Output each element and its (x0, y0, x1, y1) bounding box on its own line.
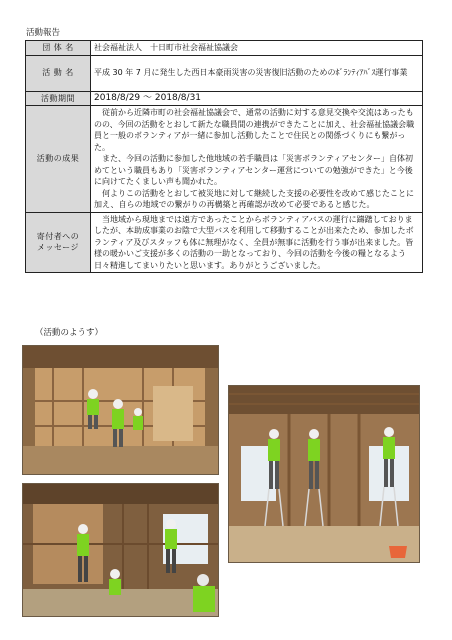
message-value (91, 212, 423, 273)
photo-volunteers-shelving-room (22, 345, 219, 475)
results-paragraph: また、今回の活動に参加した他地域の若手職員は「災害ボランティアセンター」自体初めてという職員もあり「災害ボランティアセンター運営についての勉強ができた」と今後に向けてたくましい声も聞かれた。 (94, 154, 413, 186)
row-organization (26, 41, 423, 56)
activity-period-label: 活動期間 (26, 91, 91, 106)
results-paragraph: 従前から近隣市町の社会福祉協議会で、通常の活動に対する意見交換や交流はあったものの、今回の活動をとおして新たな職員間の連携ができたことに加え、社会福祉協議会職員と一般のボランティアが一緒に参加し活動したことで住民との関係づくりにも繋がった。 (94, 108, 415, 152)
activity-period-value: 2018/8/29 ～ 2018/8/31 (91, 91, 423, 106)
photo-volunteers-on-ladders (228, 385, 420, 563)
document-title: 活動報告 (26, 28, 61, 38)
row-results (26, 106, 423, 213)
organization-label: 団 体 名 (26, 41, 91, 56)
row-activity-name (26, 55, 423, 91)
results-paragraph: 何よりこの活動をとおして被災地に対して継続した支援の必要性を改めて感じたことに加え、自らの地域での繋がりの再構築と再確認が改めて必要であると感じた。 (94, 188, 414, 209)
activity-name-value: 平成 30 年 7 月に発生した西日本豪雨災害の災害復旧活動のためのﾎﾞﾗﾝﾃｨｱﾊﾞｽ運行事業 (91, 55, 423, 91)
activity-name-label: 活 動 名 (26, 55, 91, 91)
photo-volunteers-stripping-walls (22, 483, 219, 617)
results-label: 活動の成果 (26, 106, 91, 213)
message-label: 寄付者への メッセージ (26, 212, 91, 273)
organization-value: 社会福祉法人 十日町市社会福祉協議会 (91, 41, 423, 56)
report-table (25, 40, 423, 273)
row-activity-period (26, 91, 423, 106)
logo-mark (389, 546, 407, 558)
photos-section-label: （活動のようす） (35, 328, 104, 338)
message-text: 当地域から現地までは遠方であったことからボランティアバスの運行に躊躇しておりましたが、本助成事業のお陰で大型バスを利用して移動することが出来たため、参加したボランティア及びスタッフも体に無理がなく、全員が無事に活動を行う事が出来ました。皆様の暖かいご支援が多くの活動の一助となっており、今回の活動を今後の糧となるよう日々精進してまいりたいと思います。ありがとうございました。 (94, 214, 414, 270)
row-message (26, 212, 423, 273)
results-value (91, 106, 423, 213)
